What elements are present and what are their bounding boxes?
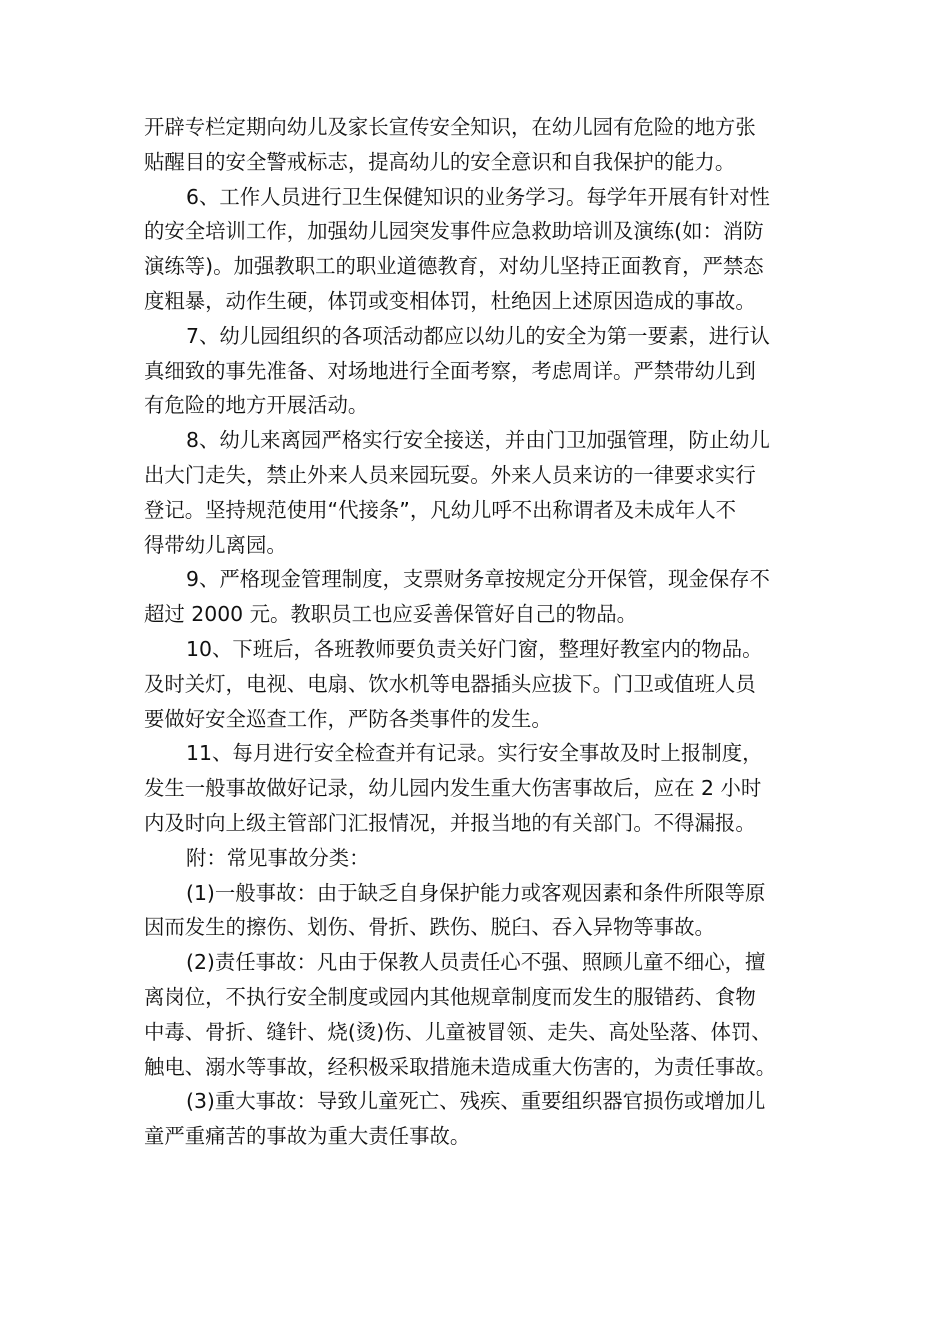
text-line: 内及时向上级主管部门汇报情况，并报当地的有关部门。不得漏报。 xyxy=(144,810,756,835)
paragraph-item-11 xyxy=(144,736,810,840)
text-line: 6、工作人员进行卫生保健知识的业务学习。每学年开展有针对性 xyxy=(186,184,770,209)
text-line: (2)责任事故：凡由于保教人员责任心不强、照顾儿童不细心，擅 xyxy=(186,950,766,975)
paragraph-liability-accident xyxy=(144,945,810,1084)
paragraph-item-10 xyxy=(144,632,810,736)
text-line: 离岗位，不执行安全制度或园内其他规章制度而发生的服错药、食物 xyxy=(144,984,756,1009)
text-line: 及时关灯，电视、电扇、饮水机等电器插头应拔下。门卫或值班人员 xyxy=(144,671,756,696)
text-line: 度粗暴，动作生硬，体罚或变相体罚，杜绝因上述原因造成的事故。 xyxy=(144,288,756,313)
text-line: 附：常见事故分类： xyxy=(186,845,370,870)
text-line: 8、幼儿来离园严格实行安全接送，并由门卫加强管理，防止幼儿 xyxy=(186,428,770,453)
document-body xyxy=(144,110,810,1154)
text-line: (3)重大事故：导致儿童死亡、残疾、重要组织器官损伤或增加儿 xyxy=(186,1089,766,1114)
paragraph-item-7 xyxy=(144,319,810,423)
text-line: 7、幼儿园组织的各项活动都应以幼儿的安全为第一要素，进行认 xyxy=(186,323,770,348)
text-line: 真细致的事先准备、对场地进行全面考察，考虑周详。严禁带幼儿到 xyxy=(144,358,756,383)
text-line: 超过 2000 元。教职员工也应妥善保管好自己的物品。 xyxy=(144,602,638,627)
text-line: 11、每月进行安全检查并有记录。实行安全事故及时上报制度， xyxy=(186,741,763,766)
text-line: 发生一般事故做好记录，幼儿园内发生重大伤害事故后，应在 2 小时 xyxy=(144,776,762,801)
text-line: 登记。坚持规范使用“代接条”，凡幼儿呼不出称谓者及未成年人不 xyxy=(144,497,737,522)
text-line: 要做好安全巡查工作，严防各类事件的发生。 xyxy=(144,706,552,731)
text-line: 出大门走失，禁止外来人员来园玩耍。外来人员来访的一律要求实行 xyxy=(144,462,756,487)
paragraph-item-6 xyxy=(144,180,810,319)
text-line: 得带幼儿离园。 xyxy=(144,532,287,557)
paragraph-appendix-heading xyxy=(144,841,810,876)
text-line: 童严重痛苦的事故为重大责任事故。 xyxy=(144,1124,471,1149)
text-line: 有危险的地方开展活动。 xyxy=(144,393,369,418)
text-line: 演练等)。加强教职工的职业道德教育，对幼儿坚持正面教育，严禁态 xyxy=(144,254,764,279)
paragraph-item-8 xyxy=(144,423,810,562)
text-line: 中毒、骨折、缝针、烧(烫)伤、儿童被冒领、走失、高处坠落、体罚、 xyxy=(144,1019,772,1044)
paragraph-major-accident xyxy=(144,1084,810,1154)
paragraph-item-9 xyxy=(144,562,810,632)
text-line: 因而发生的擦伤、划伤、骨折、跌伤、脱臼、吞入异物等事故。 xyxy=(144,915,715,940)
text-line: 10、下班后，各班教师要负责关好门窗，整理好教室内的物品。 xyxy=(186,636,763,661)
paragraph-safety-promotion xyxy=(144,110,810,180)
text-line: 9、严格现金管理制度，支票财务章按规定分开保管，现金保存不 xyxy=(186,567,770,592)
text-line: 开辟专栏定期向幼儿及家长宣传安全知识，在幼儿园有危险的地方张 xyxy=(144,115,756,139)
text-line: 贴醒目的安全警戒标志，提高幼儿的安全意识和自我保护的能力。 xyxy=(144,149,736,174)
text-line: (1)一般事故：由于缺乏自身保护能力或客观因素和条件所限等原 xyxy=(186,880,766,905)
text-line: 的安全培训工作，加强幼儿园突发事件应急救助培训及演练(如：消防 xyxy=(144,219,764,244)
paragraph-general-accident xyxy=(144,876,810,946)
text-line: 触电、溺水等事故，经积极采取措施未造成重大伤害的，为责任事故。 xyxy=(144,1054,777,1079)
